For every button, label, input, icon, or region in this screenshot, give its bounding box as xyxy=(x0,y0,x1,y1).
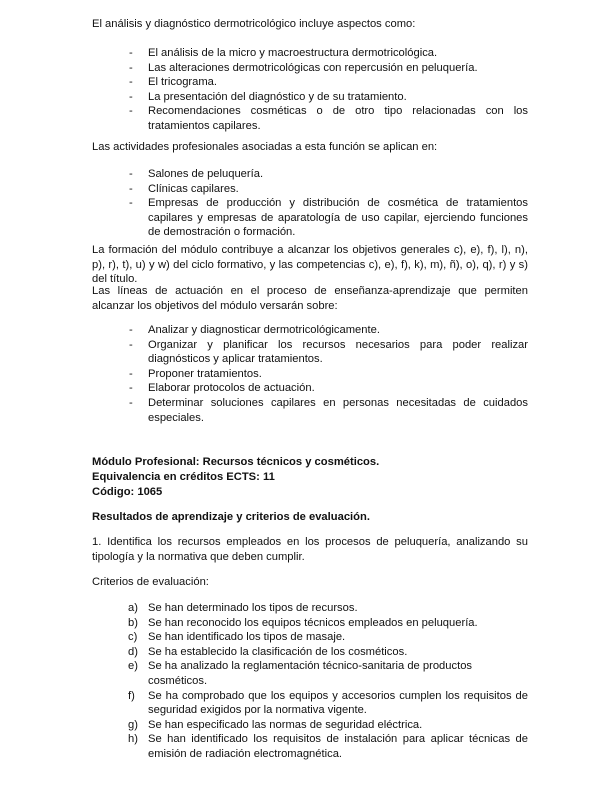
criteria-item xyxy=(0,718,528,733)
criteria-text: Se han reconocido los equipos técnicos empleados en peluquería. xyxy=(148,616,478,629)
criteria-item xyxy=(0,732,528,761)
result-1: 1. Identifica los recursos empleados en los procesos de peluquería, analizando su tipología y la normativa que deben cumplir. xyxy=(92,536,528,563)
criteria-marker: c) xyxy=(128,631,138,644)
list-marker: - xyxy=(129,168,133,180)
module-code: Código: 1065 xyxy=(92,486,163,498)
criteria-text: Se han especificado las normas de seguridad eléctrica. xyxy=(148,718,423,731)
list-item xyxy=(0,61,528,76)
lines-intro: Las líneas de actuación en el proceso de enseñanza-aprendizaje que permiten alcanzar los objetivos del módulo versarán sobre: xyxy=(92,285,528,312)
criteria-item xyxy=(0,645,528,660)
activities-list xyxy=(0,167,599,240)
activities-intro: Las actividades profesionales asociadas a esta función se aplican en: xyxy=(92,141,438,153)
list-item-text: Empresas de producción y distribución de cosmética de tratamientos capilares y empresas de aparatología de uso capilar, ejerciendo funciones de demostración o formación. xyxy=(148,197,528,239)
list-item-text: Analizar y diagnosticar dermotricológicamente. xyxy=(148,324,380,336)
results-heading: Resultados de aprendizaje y criterios de evaluación. xyxy=(92,511,370,523)
module-title: Módulo Profesional: Recursos técnicos y cosméticos. xyxy=(92,456,380,468)
criteria-marker: g) xyxy=(128,718,138,731)
list-item-text: Clínicas capilares. xyxy=(148,182,239,195)
list-item xyxy=(0,90,528,105)
list-item-text: Organizar y planificar los recursos necesarios para poder realizar diagnósticos y aplicar tratamientos. xyxy=(148,338,528,366)
list-item xyxy=(0,167,528,182)
lines-list xyxy=(0,323,599,425)
list-marker: - xyxy=(129,182,133,195)
list-item xyxy=(0,367,528,382)
list-marker: - xyxy=(129,367,133,380)
criteria-text: Se ha analizado la reglamentación técnico-sanitaria de productos cosméticos. xyxy=(148,660,473,687)
analysis-intro: El análisis y diagnóstico dermotricológico incluye aspectos como: xyxy=(92,18,416,30)
formation-paragraph: La formación del módulo contribuye a alcanzar los objetivos generales c), e), f), l), n), p), r), t), u) y w) del ciclo formativo, y las competencias c), e), f), k), m), ñ), o), q), r) y s) del título. xyxy=(92,244,528,286)
list-item-text: Salones de peluquería. xyxy=(148,168,264,180)
list-item-text: Las alteraciones dermotricológicas con repercusión en peluquería. xyxy=(148,61,478,74)
list-item xyxy=(0,381,528,396)
criteria-list xyxy=(0,601,599,762)
criteria-item xyxy=(0,630,528,645)
list-item xyxy=(0,182,528,197)
criteria-text: Se han determinado los tipos de recursos. xyxy=(148,602,358,614)
list-item-text: Recomendaciones cosméticas o de otro tipo relacionadas con los tratamientos capilares. xyxy=(148,105,528,132)
criteria-marker: b) xyxy=(128,616,138,629)
list-marker: - xyxy=(129,61,133,74)
list-item-text: El análisis de la micro y macroestructura dermotricológica. xyxy=(148,47,438,59)
list-item-text: Proponer tratamientos. xyxy=(148,367,262,380)
list-item xyxy=(0,196,528,240)
list-marker: - xyxy=(129,338,133,351)
list-marker: - xyxy=(129,382,133,395)
module-ects: Equivalencia en créditos ECTS: 11 xyxy=(92,471,275,483)
list-marker: - xyxy=(129,396,133,409)
list-item xyxy=(0,46,528,61)
list-marker: - xyxy=(129,76,133,89)
list-item xyxy=(0,338,528,367)
criteria-text: Se han identificado los tipos de masaje. xyxy=(148,631,346,644)
criteria-item xyxy=(0,689,528,718)
criteria-marker: a) xyxy=(128,602,138,614)
list-marker: - xyxy=(129,324,133,336)
criteria-label: Criterios de evaluación: xyxy=(92,576,209,588)
list-item-text: La presentación del diagnóstico y de su tratamiento. xyxy=(148,90,407,103)
criteria-marker: d) xyxy=(128,645,138,658)
list-item xyxy=(0,396,528,425)
criteria-item xyxy=(0,601,528,616)
list-item xyxy=(0,104,528,133)
criteria-marker: e) xyxy=(128,660,138,673)
list-marker: - xyxy=(129,197,133,210)
criteria-marker: h) xyxy=(128,733,138,746)
list-marker: - xyxy=(129,90,133,103)
analysis-list xyxy=(0,46,599,134)
list-item xyxy=(0,75,528,90)
list-item-text: El tricograma. xyxy=(148,76,218,89)
criteria-text: Se ha comprobado que los equipos y accesorios cumplen los requisitos de seguridad exigidos por la normativa vigente. xyxy=(148,689,528,717)
criteria-text: Se ha establecido la clasificación de los cosméticos. xyxy=(148,645,408,658)
list-item xyxy=(0,323,528,338)
criteria-text: Se han identificado los requisitos de instalación para aplicar técnicas de emisión de radiación electromagnética. xyxy=(148,733,528,760)
criteria-item xyxy=(0,659,528,688)
list-marker: - xyxy=(129,47,133,59)
list-item-text: Determinar soluciones capilares en personas necesitadas de cuidados especiales. xyxy=(148,396,528,424)
list-marker: - xyxy=(129,105,133,118)
criteria-marker: f) xyxy=(128,689,135,702)
list-item-text: Elaborar protocolos de actuación. xyxy=(148,382,315,395)
criteria-item xyxy=(0,616,528,631)
